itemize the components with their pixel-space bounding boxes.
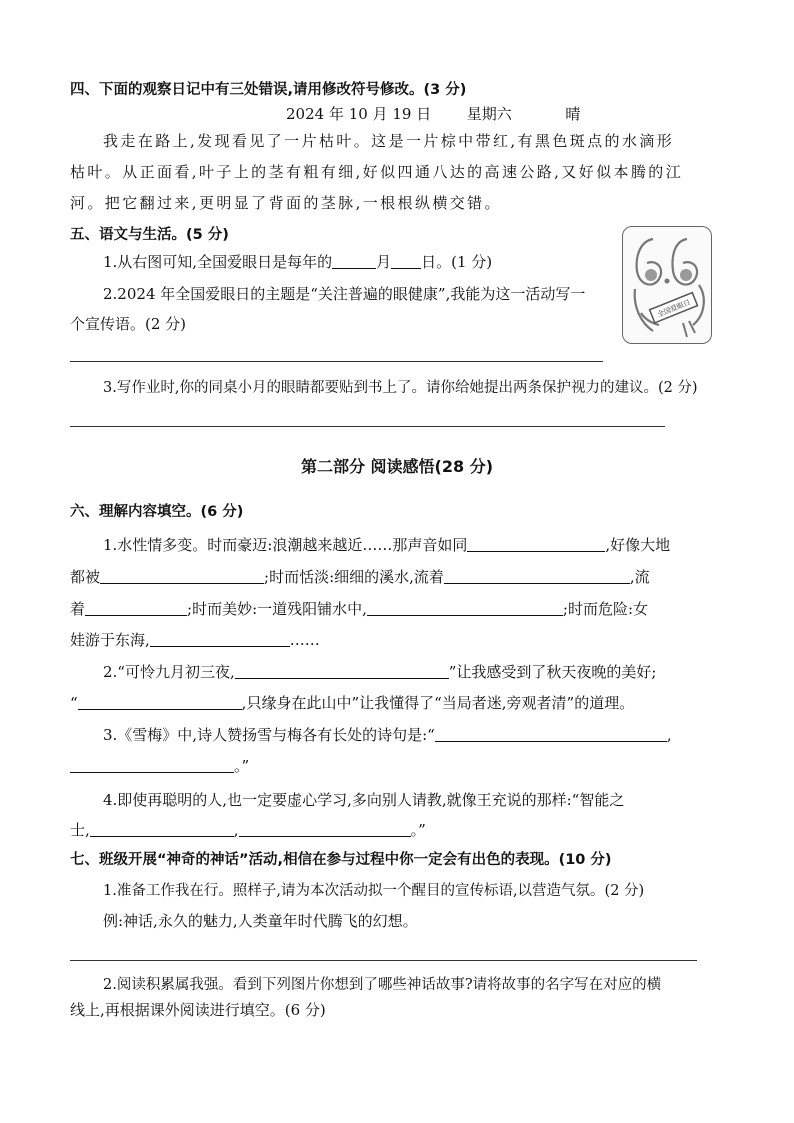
answer-blank-month[interactable]: [332, 253, 376, 269]
answer-blank[interactable]: [444, 568, 630, 584]
answer-blank[interactable]: [435, 726, 667, 742]
answer-blank[interactable]: [235, 663, 449, 679]
q7-item-1: 1.准备工作我在行。照样子,请为本次活动拟一个醒目的宣传标语,以营造气氛。(2 分): [103, 883, 645, 899]
diary-line-3: 河。把它翻过来,更明显了背面的茎脉,一根根纵横交错。: [70, 194, 502, 212]
part-2-title: 第二部分 阅读感悟(28 分): [300, 457, 494, 476]
q5-item-3: 3.写作业时,你的同桌小月的眼睛都要贴到书上了。请你给她提出两条保护视力的建议。(2 分): [103, 380, 698, 396]
q5-item-2-line-2: 个宣传语。(2 分): [70, 315, 187, 333]
answer-blank[interactable]: [367, 600, 563, 616]
answer-blank[interactable]: [467, 536, 605, 552]
answer-blank[interactable]: [78, 694, 242, 710]
answer-blank[interactable]: [239, 821, 411, 837]
q7-item-2-line-1: 2.阅读积累属我强。看到下列图片你想到了哪些神话故事?请将故事的名字写在对应的横: [103, 977, 662, 993]
q5-item-1: 1.从右图可知,全国爱眼日是每年的 月 日。(1 分): [103, 253, 493, 271]
q6-item-4-line-2: 士, , 。”: [70, 821, 426, 839]
answer-line-slogan[interactable]: [70, 361, 603, 362]
q6-item-4-line-1: 4.即使再聪明的人,也一定要虚心学习,多向别人请教,就像王充说的那样:“智能之: [103, 791, 625, 809]
q6-item-1-line-1: 1.水性情多变。时而豪迈:浪潮越来越近……那声音如同 ,好像大地: [103, 536, 671, 554]
banner-label: 全国爱眼日: [656, 298, 692, 319]
q6-item-1-line-3: 着 ;时而美妙:一道残阳铺水中, ;时而危险:女: [70, 600, 649, 618]
q7-item-2-line-2: 线上,再根据课外阅读进行填空。(6 分): [70, 1001, 326, 1019]
q5-item-2-line-1: 2.2024 年全国爱眼日的主题是“关注普遍的眼健康”,我能为这一活动写一: [103, 285, 586, 303]
answer-blank[interactable]: [150, 631, 290, 647]
diary-line-2: 枯叶。从正面看,叶子上的茎有粗有细,好似四通八达的高速公路,又好似本腾的江: [70, 163, 684, 181]
diary-weekday: 星期六: [466, 105, 512, 123]
q6-item-2-line-1: 2.“可怜九月初三夜, ”让我感受到了秋天夜晚的美好;: [103, 663, 657, 681]
eye-day-illustration: [622, 226, 712, 344]
q6-heading: 六、理解内容填空。(6 分): [70, 504, 244, 520]
q6-item-1-line-2: 都被 ;时而恬淡:细细的溪水,流着 ,流: [70, 568, 650, 586]
diary-date-line: [286, 104, 580, 124]
q6-item-1-line-4: 娃游于东海, ……: [70, 631, 320, 649]
answer-blank[interactable]: [90, 821, 234, 837]
q7-heading: 七、班级开展“神奇的神话”活动,相信在参与过程中你一定会有出色的表现。(10 分): [70, 852, 612, 868]
diary-line-1: 我走在路上,发现看见了一片枯叶。这是一片棕中带红,有黑色斑点的水滴形: [103, 132, 675, 150]
q6-item-3-line-1: 3.《雪梅》中,诗人赞扬雪与梅各有长处的诗句是:“ ,: [103, 726, 672, 744]
q5-heading: 五、语文与生活。(5 分): [70, 227, 229, 243]
q6-item-2-line-2: “ ,只缘身在此山中”让我懂得了“当局者迷,旁观者清”的道理。: [70, 694, 635, 712]
answer-line-banner-slogan[interactable]: [70, 960, 697, 961]
diary-date: 2024 年 10 月 19 日: [286, 105, 432, 123]
answer-blank[interactable]: [100, 568, 264, 584]
answer-blank[interactable]: [70, 757, 234, 773]
diary-weather: 晴: [565, 105, 581, 123]
answer-blank-day[interactable]: [391, 253, 421, 269]
answer-line-advice[interactable]: [70, 426, 665, 427]
eye-day-drawing: [623, 227, 711, 343]
q4-heading: 四、下面的观察日记中有三处错误,请用修改符号修改。(3 分): [70, 82, 467, 98]
q6-item-3-line-2: 。”: [70, 756, 249, 776]
q7-example: 例:神话,永久的魅力,人类童年时代腾飞的幻想。: [103, 912, 418, 930]
answer-blank[interactable]: [85, 600, 187, 616]
